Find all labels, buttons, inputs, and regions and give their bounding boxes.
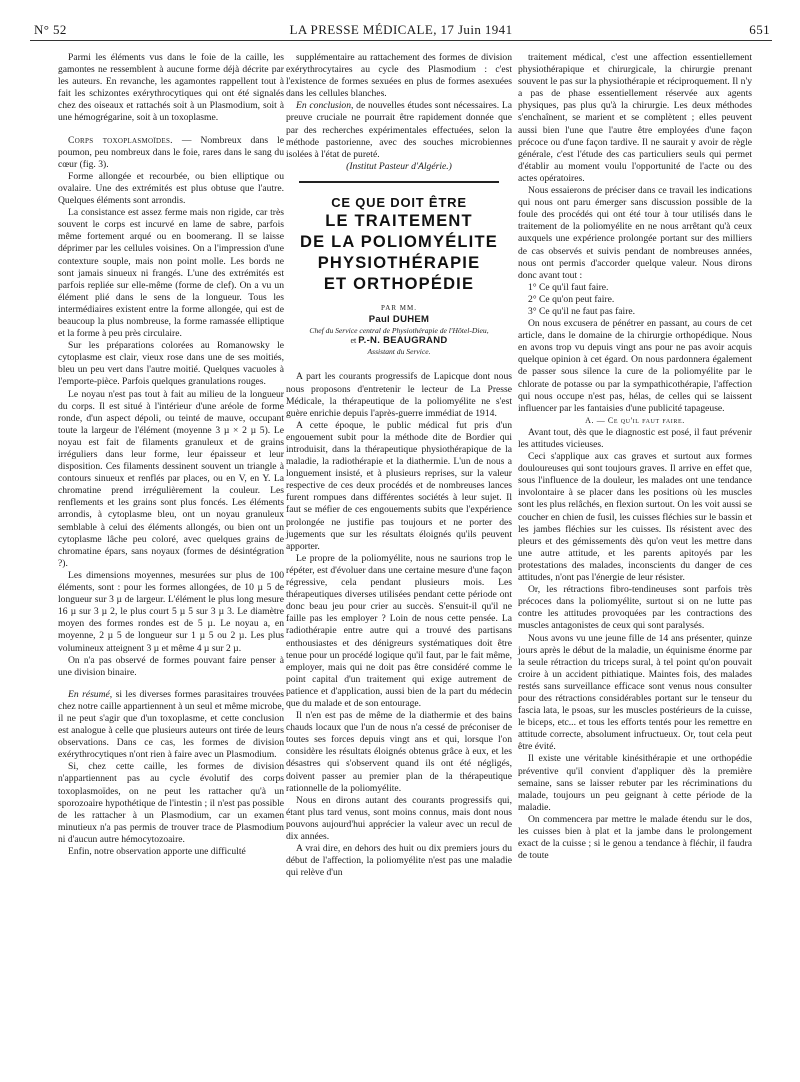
paragraph: Le propre de la poliomyélite, nous ne saurions trop le répéter, est d'évoluer dans une certaine mesure d'une façon régressive, cela pendant plusieurs mois. Les thérapeutiques diverses utilisées pendant cette période ont donc beau jeu pour crier au succès. S'ensuit-il qu'il ne faille pas les employer ? Loin de nous cette pensée. La radiothérapie entre autre qui a trouvé des partisans enthousiastes et des dénigreurs systématiques doit être tenue pour un procédé logique qu'il faut, par le fait même, employer, mais qui ne doit pas être considéré comme le point capital d'un traitement qui exige autrement de patience et d'application, aussi bien de la part du médecin que du malade et de son entourage. xyxy=(286,552,512,709)
paragraph: On commencera par mettre le malade étendu sur le dos, les cuisses bien à plat et la jambe dans le prolongement exact de la cuisse ; si le genou a tendance à fléchir, il faudra de toute xyxy=(518,813,752,862)
paragraph: Forme allongée et recourbée, ou bien elliptique ou ovalaire. Une des extrémités est plus obtuse que l'autre. Quelques éléments sont arrondis. xyxy=(58,170,284,207)
column-2 xyxy=(286,52,512,879)
by-label: PAR MM. xyxy=(381,303,417,312)
paragraph xyxy=(286,100,512,160)
list-item: 2° Ce qu'on peut faire. xyxy=(528,293,615,305)
paragraph: A cette époque, le public médical fut pris d'un engouement subit pour la méthode dite de Bordier qui introduisit, dans la thérapeutique physiothérapique de la maladie, la radiothérapie et la diathermie. L'un de nous a longuement insisté, et à plusieurs reprises, sur la valeur respective de ces deux procédés et de nombreuses lances furent rompues dans différentes sociétés à leur sujet. Il faut se méfier de ces engouements subits que l'expérience prolongée ne justifie pas toujours et ne porter des jugements que sur les résultats éloignés qu'ils peuvent apporter. xyxy=(286,419,512,552)
title-line: CE QUE DOIT ÊTRE xyxy=(331,194,467,210)
author-name: Paul DUHEM xyxy=(368,314,430,326)
emphasis: En résumé xyxy=(68,688,110,700)
paragraph xyxy=(58,689,284,762)
page-number: 651 xyxy=(749,22,770,37)
emphasis: En conclusion xyxy=(296,100,351,112)
title-line: LE TRAITEMENT xyxy=(325,211,473,230)
divider xyxy=(299,181,499,183)
author-name: P.-N. BEAUGRAND xyxy=(358,335,448,347)
paragraph: Sur les préparations colorées au Romanowsky le cytoplasme est clair, vieux rose dans une de ses moitiés, bleu un peu vert dans l'autre moitié. Quelques vacuoles à l'emporte-pièce. Parfois quelques granulations rouges. xyxy=(58,340,284,388)
paragraph xyxy=(58,135,284,171)
column-1 xyxy=(58,52,284,858)
issue-number: N° 52 xyxy=(34,22,67,37)
column-3 xyxy=(518,52,752,862)
paragraph: Les dimensions moyennes, mesurées sur plus de 100 éléments, sont : pour les formes allongées, de 10 µ 5 de longueur sur 3 µ de largeur. L'élément le plus long mesure 16 µ sur 3 µ 2, le plus court 5 µ 5 sur 3 µ 3. Le diamètre moyen des formes rondes est de 5 µ. Le noyau a, en moyenne, 2 µ 5 de longueur sur 1 µ 5 ou 2 µ. Les plus volumineux atteignent 3 µ et même 4 µ sur 2 µ. xyxy=(58,569,284,654)
paragraph: A part les courants progressifs de Lapicque dont nous nous proposons d'entretenir le lecteur de La Presse Médicale, la thérapeutique de la poliomyélite ne s'est guère enrichie depuis l'après-guerre immédiat de 1914. xyxy=(286,371,512,419)
paragraph: Avant tout, dès que le diagnostic est posé, il faut prévenir les attitudes vicieuses. xyxy=(518,426,752,450)
article-title xyxy=(286,195,512,295)
paragraph: Parmi les éléments vus dans le foie de la caille, les gamontes ne ressemblent à aucune forme déjà décrite par les auteurs. En revanche, les agamontes rappellent tout à fait les schizontes exérythrocytiques qui ont été signalés chez des oiseaux et rattachés soit à un Plasmodium, soit à une hémogrégarine, soit à un toxoplasme. xyxy=(58,52,284,124)
title-line: DE LA POLIOMYÉLITE xyxy=(300,232,498,251)
paragraph-text: , si les diverses formes parasitaires trouvées chez notre caille appartiennent à un seul et même microbe, il ne peut s'agir que d'un toxoplasme, et cette conclusion est analogue à celle que plusieurs auteurs ont tirée de leurs observations. Dans ce cas, les formes de division exérythrocytiques n'ont rien à faire avec un Plasmodium. xyxy=(58,688,285,761)
institution-note: (Institut Pasteur d'Algérie.) xyxy=(346,160,452,172)
author-role: Chef du Service central de Physiothérapie de l'Hôtel-Dieu, xyxy=(309,325,489,335)
author-connector xyxy=(286,336,512,347)
paragraph: On n'a pas observé de formes pouvant faire penser à une division binaire. xyxy=(58,654,284,678)
paragraph: Ceci s'applique aux cas graves et surtout aux formes douloureuses qui sont toujours graves. Il arrive en effet que, sous l'influence de la douleur, les malades ont une tendance involontaire à se placer dans les positions où les muscles sont les plus relâchés, en flexion surtout. On les voit aussi se coucher en chien de fusil, les cuisses fléchies sur le bassin et les jambes fléchies sur les cuisses. Ils résistent avec des pleurs et des gémissements dès qu'on veut les mettre dans une autre attitude, et les parents apitoyés par les protestations des malades, inconscients du danger de ces attitudes, n'ont pas l'énergie de leur résister. xyxy=(518,451,752,584)
paragraph-text: — Nombreux dans le poumon, peu nombreux dans le foie, rares dans le sang du cœur (fig. 3). xyxy=(58,134,284,170)
paragraph: supplémentaire au rattachement des formes de division exérythrocytaires au cycle des Plasmodium : c'est l'existence de formes sexuées en plus de formes asexuées dans les cellules blanches. xyxy=(286,52,512,100)
paragraph: A vrai dire, en dehors des huit ou dix premiers jours du début de l'affection, la poliomyélite n'est pas une maladie qui relève d'un xyxy=(286,843,512,879)
paragraph: Si, chez cette caille, les formes de division n'appartiennent pas au cycle évolutif des corps toxoplasmoïdes, on ne peut les rattacher qu'à un sporozoaire hypothétique de l'intestin ; il n'est pas possible de les rattacher à un Plasmodium, car un examen minutieux n'a pas permis de trouver trace de Plasmodium ni d'aucun autre hémocytozoaire. xyxy=(58,761,284,845)
title-line: ET ORTHOPÉDIE xyxy=(323,274,475,293)
paragraph: Enfin, notre observation apporte une difficulté xyxy=(68,846,246,857)
paragraph: On nous excusera de pénétrer en passant, au cours de cet article, dans le domaine de la chirurgie orthopédique. Nous en avons trop vu depuis vingt ans pour ne pas avoir acquis quelque opinion à cet égard. On nous pardonnera également de passer sous silence la cure de la poliomyélite par le chlorate de potasse ou par la sympathicothérapie, l'affection qui nous occupe n'est pas, hélas, de celles qui se laissent influencer par les fantaisies d'une publicité tapageuse. xyxy=(518,318,752,414)
list xyxy=(518,282,752,318)
list-item: 1° Ce qu'il faut faire. xyxy=(528,281,609,293)
author-role: Assistant du Service. xyxy=(367,346,431,356)
paragraph: Nous en dirons autant des courants progressifs qui, étant plus tard venus, sont moins connus, mais dont nous pouvons aujourd'hui apprécier la valeur avec un recul de dix années. xyxy=(286,794,512,842)
running-header xyxy=(30,20,772,41)
paragraph: Il existe une véritable kinésithérapie et une orthopédie préventive qu'il convient d'appliquer dès la première semaine, sans se laisser rebuter par les récriminations du malade, toujours un peu geignant à cette période de la maladie. xyxy=(518,753,752,813)
paragraph: Or, les rétractions fibro-tendineuses sont parfois très précoces dans la poliomyélite, surtout si on ne lutte pas contre les attitudes provoquées par les contractions des muscles antagonistes de ceux qui sont paralysés. xyxy=(518,584,752,632)
author-block xyxy=(286,303,512,358)
paragraph: Le noyau n'est pas tout à fait au milieu de la longueur du corps. Il est situé à l'intérieur d'une aréole de forme ronde, d'un aspect dépoli, ou teinté de mauve, occupant toute la largeur de l'élément (moyenne 3 µ × 2 µ 5). Le noyau est fait de filaments granuleux et de grains irréguliers dans leur forme, leur épaisseur et leur disposition. Ces filaments dessinent souvent un triangle à contours sinueux et renflés par places, ou en V, en Y. La chromatine prend irrégulièrement la couleur. Les renflements et les grains sont plus foncés. Les éléments arrondis, à cytoplasme bleu, ont un noyau granuleux semblable à celui des éléments allongés, ou bien ont un cytoplasme lâche peu coloré, avec quelques grains de chromatine épars, sans noyaux (formes de désintégration ?). xyxy=(58,388,284,569)
list-item: 3° Ce qu'il ne faut pas faire. xyxy=(528,305,636,317)
paragraph: Nous essaierons de préciser dans ce travail les indications qui nous ont paru émerger sans discussion possible de la foule des procédés qui ont été tour à tour utilisés dans le traitement de la poliomyélite en ne nous arrêtant qu'à ceux auxquels une expérience prolongée portant sur des milliers de cas observés et suivis pendant de nombreuses années, nous ont permis d'accorder quelque valeur. Nous dirons donc avant tout : xyxy=(518,185,752,281)
paragraph: traitement médical, c'est une affection essentiellement physiothérapique et chirurgicale, la chirurgie prenant souvent le pas sur la physiothérapie et réciproquement. Il n'y a pas de phase essentiellement réservée aux agents physiques, pas plus qu'à la chirurgie. Les deux méthodes s'enchaînent, se marient et se complètent ; elles peuvent aussi bien l'une que l'autre être employées d'une façon précoce ou d'une façon tardive. Il ne saurait y avoir de règle générale, c'est l'étude des cas particuliers seuls qui permet d'établir au moment voulu l'opportunité de l'acte ou des actes opératoires. xyxy=(518,52,752,184)
paragraph-text: , de nouvelles études sont nécessaires. La preuve cruciale ne pourrait être rapidement donnée que par des recherches expérimentales effectuées, selon la méthode pastorienne, avec des souches microbiennes isolées à l'état de pureté. xyxy=(286,100,513,160)
section-label: Corps toxoplasmoïdes. xyxy=(68,134,173,146)
paragraph: La consistance est assez ferme mais non rigide, car très souvent le corps est incurvé en lame de sabre, parfois même fortement arqué ou en boomerang. Il se laisse déprimer par les cellules voisines. On a l'impression d'une contexture souple, mais non point molle. Les bords ne sont jamais sinueux ni frangés. L'une des extrémités est parfois repliée sur elle-même (forme de clef). On a vu un élément plié dans le sens de la longueur. Tous les intermédiaires existent entre la forme allongée, qui est de beaucoup la plus nombreuse, la forme ramassée elliptique et la forme à peu près circulaire. xyxy=(58,207,284,340)
title-line: PHYSIOTHÉRAPIE xyxy=(317,253,481,272)
and-label: et xyxy=(350,336,357,346)
section-heading: A. — Ce qu'il faut faire. xyxy=(585,415,685,425)
paragraph: Il n'en est pas de même de la diathermie et des bains chauds locaux que l'un de nous n'a cessé de préconiser de toutes ses forces depuis vingt ans et qui, lorsque l'on considère les résultats éloignés obtenus grâce à eux, et les désastres qui s'observent quand ils ont été négligés, doivent passer au premier plan de la thérapeutique rationnelle de la poliomyélite. xyxy=(286,710,512,794)
paragraph: Nous avons vu une jeune fille de 14 ans présenter, quinze jours après le début de la maladie, un équinisme énorme par la seule rétraction du triceps sural, à tel point qu'on pouvait croire à un accident pithiatique. Maintes fois, des malades restés sans surveillance efficace sont venus nous consulter pour des rétractions considérables portant sur le tenseur du fascia lata, le psoas, sur les muscles postérieurs de la cuisse, le biceps, etc... et tous les efforts tentés pour les remettre en attitude correcte, absolument infructueux. Or, tout cela peut être évité. xyxy=(518,632,752,753)
journal-title: LA PRESSE MÉDICALE, 17 Juin 1941 xyxy=(289,22,513,37)
